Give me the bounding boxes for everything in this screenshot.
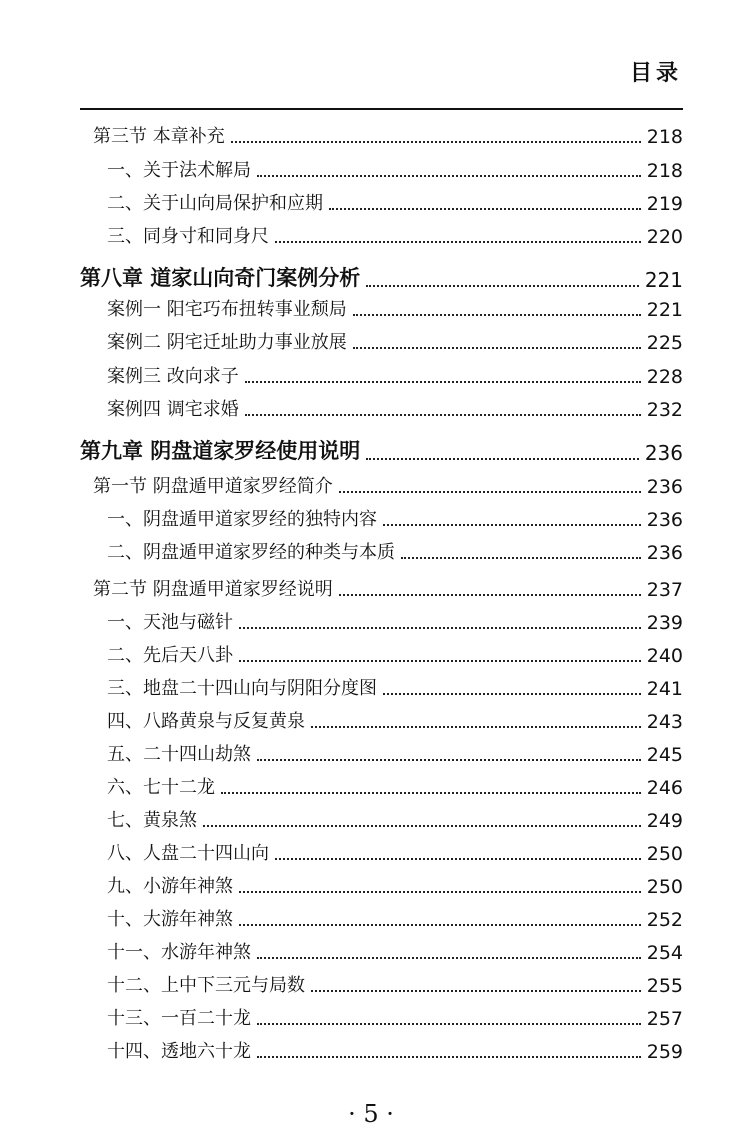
- toc-entry-page: 240: [646, 645, 683, 667]
- toc-entry-item: [107, 740, 683, 766]
- dot-leader: [275, 241, 641, 243]
- toc-entry-title: 十二、上中下三元与局数: [107, 975, 305, 996]
- toc-entry-item: [107, 156, 683, 182]
- toc-entry-page: 236: [646, 542, 683, 564]
- dot-leader: [311, 726, 641, 728]
- toc-entry-title: 七、黄泉煞: [107, 810, 197, 831]
- toc-entry-item: [107, 1037, 683, 1063]
- toc-entry-page: 241: [646, 678, 683, 700]
- toc-entry-title: 十三、一百二十龙: [107, 1008, 251, 1029]
- toc-entry-item: [107, 872, 683, 898]
- toc-entry-title: 九、小游年神煞: [107, 876, 233, 897]
- dot-leader: [239, 924, 641, 926]
- dot-leader: [203, 825, 641, 827]
- toc-entry-section: [93, 575, 683, 601]
- toc-entry-page: 220: [646, 226, 683, 248]
- toc-entry-item: [107, 707, 683, 733]
- toc-entry-title: 案例二 阴宅迁址助力事业放展: [107, 332, 347, 353]
- dot-leader: [239, 891, 641, 893]
- toc-entry-title: 第九章 阴盘道家罗经使用说明: [80, 439, 361, 463]
- dot-leader: [245, 414, 641, 416]
- toc-entry-page: 236: [646, 509, 683, 531]
- toc-entry-title: 案例一 阳宅巧布扭转事业颓局: [107, 299, 347, 320]
- toc-entry-item: [107, 971, 683, 997]
- toc-entry-title: 八、人盘二十四山向: [107, 843, 269, 864]
- toc-entry-item: [107, 1004, 683, 1030]
- dot-leader: [245, 381, 641, 383]
- page-number: · 5 ·: [348, 1100, 394, 1128]
- dot-leader: [239, 627, 641, 629]
- toc-entry-item: [107, 362, 683, 388]
- toc-entry-item: [107, 538, 683, 564]
- toc-entry-page: 243: [646, 711, 683, 733]
- dot-leader: [339, 491, 641, 493]
- toc-entry-item: [107, 806, 683, 832]
- dot-leader: [353, 347, 641, 349]
- dot-leader: [239, 660, 641, 662]
- toc-entry-page: 239: [646, 612, 683, 634]
- toc-entry-page: 218: [646, 160, 683, 182]
- toc-entry-item: [107, 295, 683, 321]
- dot-leader: [353, 314, 641, 316]
- dot-leader: [366, 285, 639, 287]
- toc-entry-page: 259: [646, 1041, 683, 1063]
- toc-entry-item: [107, 938, 683, 964]
- toc-entry-title: 三、地盘二十四山向与阴阳分度图: [107, 678, 377, 699]
- dot-leader: [329, 208, 641, 210]
- toc-entry-section: [93, 122, 683, 148]
- dot-leader: [257, 175, 641, 177]
- dot-leader: [339, 594, 641, 596]
- toc-entry-page: 245: [646, 744, 683, 766]
- toc-entry-title: 案例四 调宅求婚: [107, 399, 239, 420]
- toc-entry-item: [107, 395, 683, 421]
- toc-entry-page: 252: [646, 909, 683, 931]
- toc-entry-title: 五、二十四山劫煞: [107, 744, 251, 765]
- toc-entry-title: 一、关于法术解局: [107, 160, 251, 181]
- toc-entry-title: 第一节 阴盘遁甲道家罗经简介: [93, 476, 333, 497]
- toc-entry-page: 257: [646, 1008, 683, 1030]
- toc-entry-item: [107, 505, 683, 531]
- toc-entry-item: [107, 839, 683, 865]
- toc-entry-page: 232: [646, 399, 683, 421]
- toc-entry-title: 六、七十二龙: [107, 777, 215, 798]
- toc-entry-page: 249: [646, 810, 683, 832]
- toc-entry-page: 237: [646, 579, 683, 601]
- toc-entry-item: [107, 222, 683, 248]
- toc-entry-item: [107, 905, 683, 931]
- toc-entry-title: 第二节 阴盘遁甲道家罗经说明: [93, 579, 333, 600]
- toc-entry-item: [107, 189, 683, 215]
- dot-leader: [257, 759, 641, 761]
- dot-leader: [257, 1056, 641, 1058]
- toc-entry-title: 二、先后天八卦: [107, 645, 233, 666]
- toc-entry-title: 十一、水游年神煞: [107, 942, 251, 963]
- toc-entry-page: 250: [646, 843, 683, 865]
- dot-leader: [383, 693, 641, 695]
- dot-leader: [311, 990, 641, 992]
- toc-entry-item: [107, 674, 683, 700]
- toc-entry-chapter: [80, 262, 683, 292]
- toc-entry-item: [107, 641, 683, 667]
- toc-entry-page: 221: [644, 268, 683, 292]
- dot-leader: [366, 458, 639, 460]
- toc-entry-page: 236: [646, 476, 683, 498]
- dot-leader: [401, 557, 641, 559]
- page-title: 目录: [629, 61, 682, 86]
- toc-entry-page: 218: [646, 126, 683, 148]
- toc-entry-page: 246: [646, 777, 683, 799]
- toc-entry-title: 第八章 道家山向奇门案例分析: [80, 266, 361, 290]
- dot-leader: [275, 858, 641, 860]
- toc-entry-page: 255: [646, 975, 683, 997]
- dot-leader: [257, 1023, 641, 1025]
- dot-leader: [221, 792, 641, 794]
- toc-entry-title: 二、关于山向局保护和应期: [107, 193, 323, 214]
- toc-entry-item: [107, 773, 683, 799]
- toc-entry-item: [107, 328, 683, 354]
- toc-entry-title: 一、天池与磁针: [107, 612, 233, 633]
- dot-leader: [231, 141, 641, 143]
- toc-entry-page: 228: [646, 366, 683, 388]
- toc-entry-page: 254: [646, 942, 683, 964]
- toc-entry-section: [93, 472, 683, 498]
- toc-entry-title: 案例三 改向求子: [107, 366, 239, 387]
- toc-entry-title: 第三节 本章补充: [93, 126, 225, 147]
- toc-entry-page: 219: [646, 193, 683, 215]
- toc-entry-title: 十四、透地六十龙: [107, 1041, 251, 1062]
- toc-entry-title: 四、八路黄泉与反复黄泉: [107, 711, 305, 732]
- dot-leader: [257, 957, 641, 959]
- toc-entry-chapter: [80, 435, 683, 465]
- dot-leader: [383, 524, 641, 526]
- toc-entry-title: 一、阴盘遁甲道家罗经的独特内容: [107, 509, 377, 530]
- toc-entry-page: 225: [646, 332, 683, 354]
- toc-entry-title: 十、大游年神煞: [107, 909, 233, 930]
- toc-entry-page: 236: [644, 441, 683, 465]
- toc-entry-title: 二、阴盘遁甲道家罗经的种类与本质: [107, 542, 395, 563]
- toc-entry-page: 221: [646, 299, 683, 321]
- toc-entry-page: 250: [646, 876, 683, 898]
- toc-entry-title: 三、同身寸和同身尺: [107, 226, 269, 247]
- toc-entry-item: [107, 608, 683, 634]
